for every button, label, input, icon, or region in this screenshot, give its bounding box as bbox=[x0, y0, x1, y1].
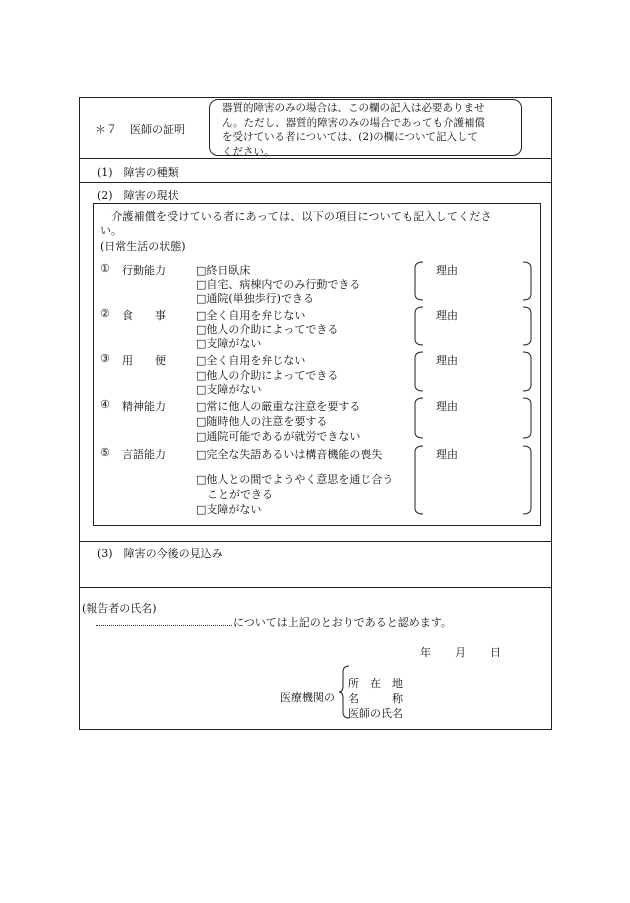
note-line: 器質的障害のみの場合は、この欄の記入は必要ありませ bbox=[222, 102, 485, 114]
left-bracket bbox=[415, 398, 423, 438]
reporter-name-field[interactable] bbox=[96, 625, 232, 626]
right-bracket bbox=[523, 446, 531, 514]
address-label: 所 在 地 bbox=[348, 677, 403, 690]
category-number: ③ bbox=[100, 352, 110, 365]
reporter-label: (報告者の氏名) bbox=[82, 602, 157, 615]
right-bracket bbox=[523, 398, 531, 438]
prognosis-label: (3) 障害の今後の見込み bbox=[97, 547, 223, 560]
right-bracket bbox=[523, 262, 531, 300]
option-checkbox[interactable]: □他人の介助によってできる bbox=[196, 323, 339, 336]
option-checkbox[interactable]: □他人の介助によってできる bbox=[196, 369, 339, 382]
date-year: 年 bbox=[420, 646, 431, 659]
option-checkbox[interactable]: □通院可能であるが就労できない bbox=[196, 430, 361, 443]
option-checkbox[interactable]: □全く自用を弁じない bbox=[196, 309, 306, 322]
option-checkbox[interactable]: □完全な失語あるいは構音機能の喪失 bbox=[196, 448, 383, 461]
divider bbox=[79, 541, 552, 542]
section-number: ＊７ bbox=[95, 123, 117, 136]
option-checkbox[interactable]: □随時他人の注意を要する bbox=[196, 415, 328, 428]
category-number: ① bbox=[100, 262, 110, 275]
institution-label: 医療機関の bbox=[280, 691, 335, 704]
certification-statement: については上記のとおりであると認めます。 bbox=[233, 616, 452, 629]
divider bbox=[79, 182, 552, 183]
note-line: を受けている者については、(2)の欄について記入して bbox=[222, 131, 478, 143]
option-checkbox[interactable]: □常に他人の厳重な注意を要する bbox=[196, 400, 361, 413]
category-number: ④ bbox=[100, 398, 110, 411]
intro-text-cont: い。 bbox=[100, 224, 122, 237]
instruction-note bbox=[209, 99, 522, 156]
current-state-label: (2) 障害の現状 bbox=[97, 189, 179, 202]
category-name: 用 便 bbox=[122, 354, 166, 367]
intro-text: 介護補償を受けている者にあっては、以下の項目についても記入してくださ bbox=[100, 210, 492, 223]
category-name: 行動能力 bbox=[122, 264, 166, 277]
note-line: ん。ただし、器質的障害のみの場合であっても介護補償 bbox=[222, 116, 486, 129]
category-name: 食 事 bbox=[122, 309, 166, 322]
reason-label: 理由 bbox=[436, 448, 458, 461]
left-bracket bbox=[415, 307, 423, 345]
option-checkbox[interactable]: □通院(単独歩行)できる bbox=[196, 292, 314, 305]
disability-type-label: (1) 障害の種類 bbox=[97, 166, 179, 179]
name-label: 名 称 bbox=[348, 692, 403, 705]
divider bbox=[79, 587, 552, 588]
reason-label: 理由 bbox=[436, 309, 458, 322]
category-number: ② bbox=[100, 307, 110, 320]
category-number: ⑤ bbox=[100, 446, 110, 459]
option-continuation: ことができる bbox=[196, 488, 273, 501]
left-bracket bbox=[415, 262, 423, 300]
option-checkbox[interactable]: □他人との間でようやく意思を通じ合う bbox=[196, 473, 394, 486]
section-title: 医師の証明 bbox=[130, 123, 185, 136]
option-checkbox[interactable]: □支障がない bbox=[196, 337, 262, 350]
doctor-label: 医師の氏名 bbox=[348, 707, 403, 720]
right-bracket bbox=[523, 352, 531, 391]
reason-label: 理由 bbox=[436, 400, 458, 413]
right-bracket bbox=[523, 307, 531, 345]
category-name: 精神能力 bbox=[122, 400, 166, 413]
option-checkbox[interactable]: □自宅、病棟内でのみ行動できる bbox=[196, 278, 361, 291]
date-month: 月 bbox=[455, 646, 466, 659]
option-checkbox[interactable]: □支障がない bbox=[196, 503, 262, 516]
option-checkbox[interactable]: □全く自用を弁じない bbox=[196, 354, 306, 367]
option-checkbox[interactable]: □支障がない bbox=[196, 383, 262, 396]
reason-label: 理由 bbox=[436, 264, 458, 277]
daily-life-heading: (日常生活の状態) bbox=[100, 240, 186, 253]
category-name: 言語能力 bbox=[122, 448, 166, 461]
left-bracket bbox=[415, 352, 423, 391]
note-line: ください。 bbox=[222, 145, 275, 158]
option-checkbox[interactable]: □終日臥床 bbox=[196, 264, 251, 277]
reason-label: 理由 bbox=[436, 354, 458, 367]
reason-brackets bbox=[405, 258, 545, 520]
left-bracket bbox=[415, 446, 423, 514]
date-day: 日 bbox=[490, 646, 501, 659]
